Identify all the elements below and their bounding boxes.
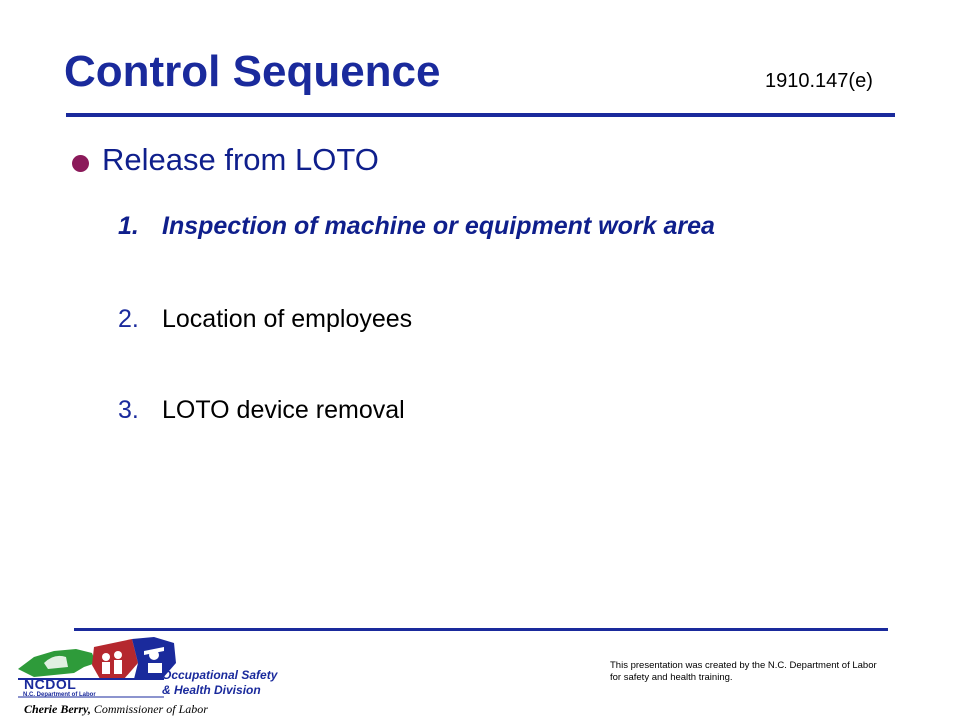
- footer-note: This presentation was created by the N.C. Department of Labor for safety and health training.: [610, 660, 877, 684]
- item-text: Location of employees: [162, 305, 413, 333]
- commissioner-title: Commissioner of Labor: [90, 702, 208, 716]
- bullet-text: Release from LOTO: [102, 142, 379, 177]
- division-name-line2: & Health Division: [162, 683, 261, 697]
- division-name-line1: Occupational Safety: [162, 668, 278, 682]
- title-divider: [66, 113, 895, 117]
- logo-dept-text: N.C. Department of Labor: [23, 692, 96, 698]
- item-number: 2.: [118, 305, 139, 333]
- slide-title: Control Sequence: [64, 47, 441, 96]
- item-text: Inspection of machine or equipment work area: [162, 212, 715, 240]
- bullet-dot-icon: [72, 155, 89, 172]
- item-number: 1.: [118, 212, 139, 240]
- footer-divider: [74, 628, 888, 631]
- commissioner-credit: [24, 702, 208, 717]
- item-text: LOTO device removal: [162, 396, 405, 424]
- numbered-item-2: [118, 305, 412, 334]
- numbered-item-3: [118, 396, 405, 425]
- commissioner-name: Cherie Berry,: [24, 702, 91, 716]
- standard-reference: 1910.147(e): [765, 70, 873, 92]
- logo-ncdol-text: NCDOL: [24, 676, 77, 692]
- numbered-item-1: [118, 212, 715, 241]
- item-number: 3.: [118, 396, 139, 424]
